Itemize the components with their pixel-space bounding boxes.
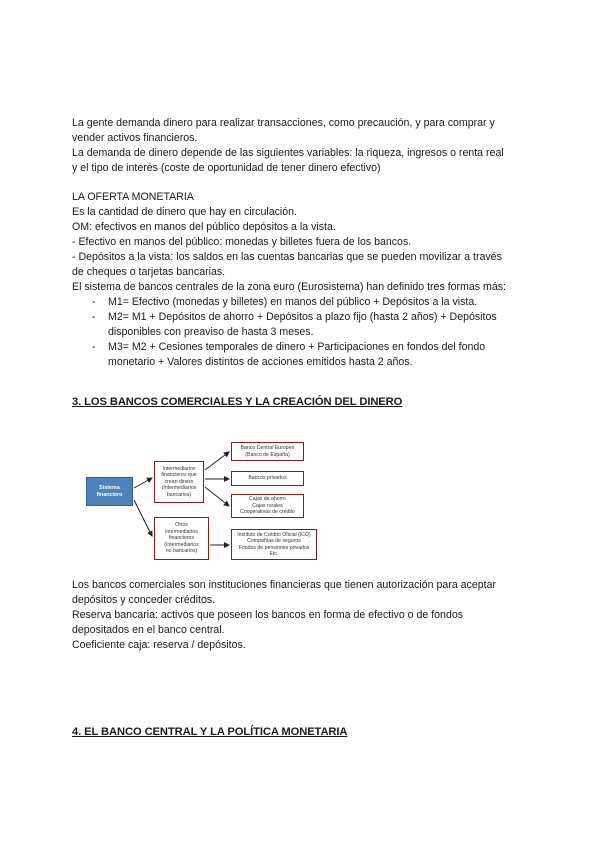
bancos-privados-box [231, 471, 304, 486]
text-line: y el tipo de interés (coste de oportunidad de tener dinero efectivo) [72, 162, 381, 174]
oferta-title: LA OFERTA MONETARIA [72, 191, 194, 203]
text-line: El sistema de bancos centrales de la zona euro (Eurosistema) han definido tres formas más: [72, 281, 506, 293]
text-line: depositados en el banco central. [72, 624, 225, 636]
intermediarios-no-bancarios-box [154, 517, 209, 560]
text-line: - Efectivo en manos del público: monedas y billetes fuera de los bancos. [72, 236, 412, 248]
box-label: Fondos de pensiones privados [238, 544, 310, 551]
bullet-m2: M2= M1 + Depósitos de ahorro + Depósitos a plazo fijo (hasta 2 años) + Depósitos [108, 311, 497, 323]
box-label: financieros [168, 535, 195, 542]
box-label: financieros que [161, 472, 197, 479]
intermediarios-bancarios-box [154, 461, 204, 503]
text-line: Reserva bancaria: activos que poseen los bancos en forma de efectivo o de fondos [72, 609, 464, 621]
text-line: - Depósitos a la vista: los saldos en las cuentas bancarias que se pueden movilizar a través [72, 251, 502, 263]
box-label: Instituto de Crédito Oficial (ICO) [237, 531, 311, 538]
box-label: Cajas rurales [252, 502, 283, 509]
arrow [134, 500, 152, 536]
section-3-heading: 3. LOS BANCOS COMERCIALES Y LA CREACIÓN DEL DINERO [72, 396, 403, 408]
section-4-heading: 4. EL BANCO CENTRAL Y LA POLÍTICA MONETARIA [72, 726, 348, 738]
box-label: Banco Central Europeo [240, 445, 295, 451]
box-label: (Intermediarios [161, 485, 197, 492]
text-line: vender activos financieros. [72, 132, 198, 144]
arrow [205, 452, 229, 470]
bullet-marker: - [92, 296, 96, 308]
ico-box [231, 529, 317, 560]
arrow [134, 478, 152, 488]
box-label: Intermediarios [162, 465, 196, 472]
bullet-m3: M3= M2 + Cesiones temporales de dinero + Participaciones en fondos del fondo [108, 341, 486, 353]
bullet-m2-cont: disponibles con preaviso de hasta 3 meses. [108, 326, 314, 338]
bullet-m1: M1= Efectivo (monedas y billetes) en manos del público + Depósitos a la vista. [108, 296, 478, 308]
cajas-box [231, 494, 304, 518]
text-line: Es la cantidad de dinero que hay en circulación. [72, 206, 297, 218]
box-label: Cajas de ahorro [249, 496, 286, 503]
bullet-marker: - [92, 341, 96, 353]
box-label: Sistema [99, 484, 120, 491]
box-label: intermediarios [165, 528, 198, 535]
box-label: Bancos privados [248, 475, 287, 482]
text-line: depósitos y conceder créditos. [72, 594, 216, 606]
box-label: Cooperativas de crédito [240, 509, 295, 516]
text-line: La demanda de dinero depende de las siguientes variables: la riqueza, ingresos o renta real [72, 147, 504, 159]
bancos-comerciales-paragraph [72, 578, 532, 653]
text-line: de cheques o tarjetas bancarias. [72, 266, 226, 278]
box-label: Otros [175, 522, 188, 529]
box-label: financiero [96, 491, 123, 498]
text-line: La gente demanda dinero para realizar transacciones, como precaución, y para comprar y [72, 117, 495, 129]
box-label: Compañías de seguros [247, 538, 301, 544]
bullet-marker: - [92, 311, 96, 323]
arrow [205, 487, 229, 506]
box-label: (Banco de España) [245, 451, 290, 458]
sistema-financiero-box [86, 477, 133, 506]
text-line: Coeficiente caja: reserva / depósitos. [72, 639, 246, 651]
box-label: Etc. [269, 551, 279, 557]
box-label: no bancarios) [165, 548, 198, 555]
box-label: bancarios) [166, 491, 192, 498]
box-label: crean dinero [164, 478, 194, 485]
text-line: Los bancos comerciales son instituciones financieras que tienen autorización para aceptar [72, 579, 496, 591]
text-line: OM: efectivos en manos del público depósitos a la vista. [72, 221, 336, 233]
banco-central-box [231, 442, 304, 461]
box-label: (Intermediarios [164, 541, 199, 548]
bullet-m3-cont: monetario + Valores distintos de acciones emitidos hasta 2 años. [108, 356, 413, 368]
